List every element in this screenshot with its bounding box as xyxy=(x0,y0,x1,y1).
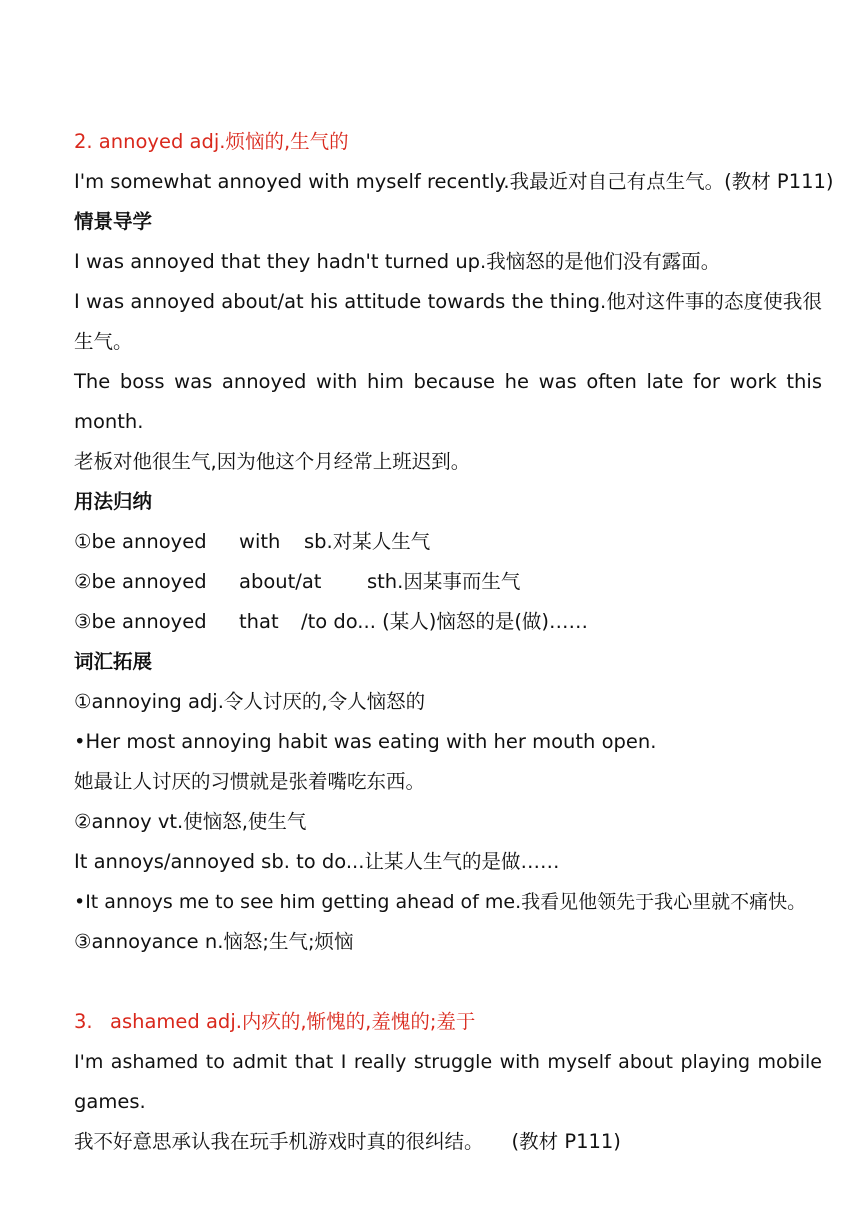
section-2-heading: 2. annoyed adj.烦恼的,生气的 xyxy=(74,130,349,153)
vocab-annoying: ①annoying adj.令人讨厌的,令人恼怒的 xyxy=(74,690,426,713)
section-3-translation: 我不好意思承认我在玩手机游戏时真的很纠结。 xyxy=(74,1130,484,1153)
vocab-annoy-pattern: It annoys/annoyed sb. to do...让某人生气的是做…… xyxy=(74,850,560,873)
situational-example-2-line-1: I was annoyed about/at his attitude towards the thing.他对这件事的态度使我很 xyxy=(74,290,822,313)
usage-item-2 xyxy=(74,562,822,602)
section-3-number: 3. xyxy=(74,1010,93,1033)
situational-example-3-line-1: The boss was annoyed with him because he was often late for work this xyxy=(74,370,822,393)
section-3-example-line-1: I'm ashamed to admit that I really struggle with myself about playing mobile xyxy=(74,1051,822,1073)
usage-item-2-phrase: ②be annoyed xyxy=(74,570,207,593)
section-3-heading xyxy=(74,1002,822,1042)
vocabulary-expansion-title: 词汇拓展 xyxy=(74,650,153,673)
usage-item-1-meaning: sb.对某人生气 xyxy=(304,530,431,553)
situational-example-3-line-2: month. xyxy=(74,410,144,433)
usage-item-2-meaning: sth.因某事而生气 xyxy=(367,570,521,593)
section-3-translation-line xyxy=(74,1122,822,1162)
situational-example-3-translation: 老板对他很生气,因为他这个月经常上班迟到。 xyxy=(74,450,471,473)
usage-item-2-prep: about/at xyxy=(239,570,322,593)
vocab-annoyance: ③annoyance n.恼怒;生气;烦恼 xyxy=(74,930,354,953)
section-3-source: (教材 P111) xyxy=(511,1130,621,1153)
usage-item-3-prep: that xyxy=(239,610,279,633)
usage-item-1 xyxy=(74,522,822,562)
usage-item-3-phrase: ③be annoyed xyxy=(74,610,207,633)
document-page xyxy=(74,122,834,1162)
section-3-title: ashamed adj.内疚的,惭愧的,羞愧的;羞于 xyxy=(110,1010,476,1033)
usage-item-1-prep: with xyxy=(239,530,281,553)
usage-item-3 xyxy=(74,602,822,642)
vocab-annoy-example: •It annoys me to see him getting ahead of me.我看见他领先于我心里就不痛快。 xyxy=(74,891,807,913)
vocab-annoying-example: •Her most annoying habit was eating with her mouth open. xyxy=(74,730,657,753)
usage-summary-title: 用法归纳 xyxy=(74,490,153,513)
vocab-annoy: ②annoy vt.使恼怒,使生气 xyxy=(74,810,307,833)
situational-example-1: I was annoyed that they hadn't turned up.我恼怒的是他们没有露面。 xyxy=(74,250,721,273)
situational-example-2-line-2: 生气。 xyxy=(74,330,133,353)
section-gap xyxy=(74,962,822,1002)
usage-item-3-meaning: /to do... (某人)恼怒的是(做)…… xyxy=(301,610,589,633)
section-3-example-line-2: games. xyxy=(74,1090,146,1113)
vocab-annoying-translation: 她最让人讨厌的习惯就是张着嘴吃东西。 xyxy=(74,770,426,793)
situational-learning-title: 情景导学 xyxy=(74,210,153,233)
usage-item-1-phrase: ①be annoyed xyxy=(74,530,207,553)
section-2-example: I'm somewhat annoyed with myself recently.我最近对自己有点生气。(教材 P111) xyxy=(74,170,834,193)
